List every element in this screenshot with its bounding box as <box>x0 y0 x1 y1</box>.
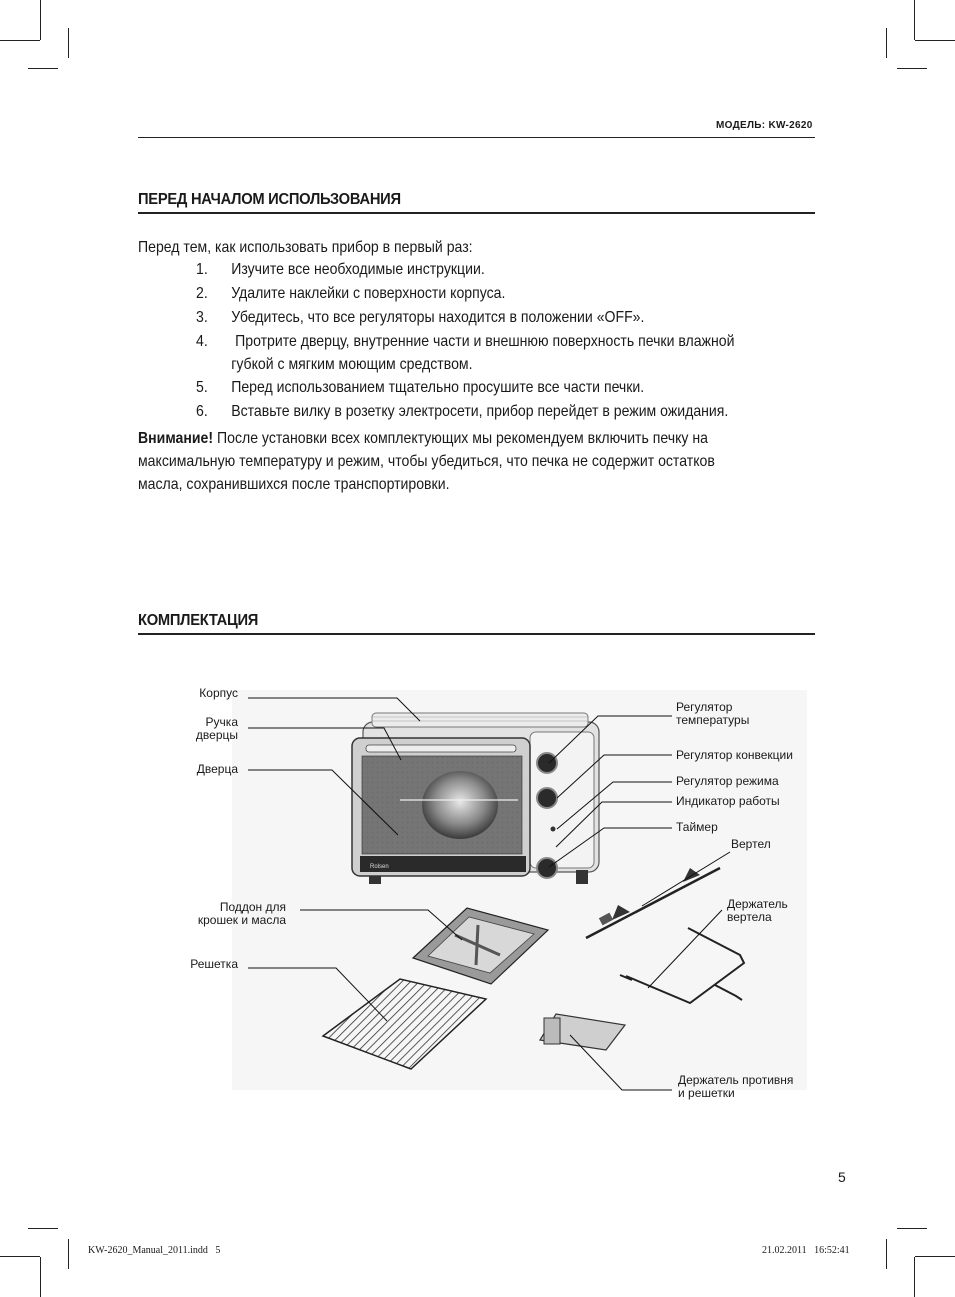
warning-text: масла, сохранившихся после транспортировки. <box>138 476 450 493</box>
label-line: Держатель противня <box>678 1073 794 1087</box>
label-crumb-tray <box>198 901 286 927</box>
label-body: Корпус <box>199 686 238 700</box>
step-text: Убедитесь, что все регуляторы находится в положении «OFF». <box>231 309 645 326</box>
footer-file: KW-2620_Manual_2011.indd 5 <box>88 1245 221 1256</box>
step-number: 1. <box>196 261 208 278</box>
step-text: Вставьте вилку в розетку электросети, прибор перейдет в режим ожидания. <box>231 403 729 420</box>
label-line: крошек и масла <box>197 913 286 927</box>
step-text: Перед использованием тщательно просушите все части печки. <box>231 379 645 396</box>
model-header: МОДЕЛЬ: KW-2620 <box>716 120 813 131</box>
step-text: Изучите все необходимые инструкции. <box>231 261 485 278</box>
label-line: вертела <box>727 910 772 924</box>
label-convection-regulator: Регулятор конвекции <box>676 748 793 762</box>
label-rack: Решетка <box>190 957 238 971</box>
warning-label: Внимание! <box>138 430 214 447</box>
label-line: Регулятор <box>676 700 733 714</box>
label-line: Ручка <box>205 715 238 729</box>
label-temp-regulator <box>676 701 749 727</box>
label-indicator: Индикатор работы <box>676 794 780 808</box>
label-timer: Таймер <box>676 820 718 834</box>
step-number: 4. <box>196 333 208 350</box>
label-spit: Вертел <box>731 837 771 851</box>
step-number: 6. <box>196 403 208 420</box>
section-title-before-use: ПЕРЕД НАЧАЛОМ ИСПОЛЬЗОВАНИЯ <box>138 191 401 208</box>
label-door-handle <box>196 716 238 742</box>
warning-text: максимальную температуру и режим, чтобы убедиться, что печка не содержит остатков <box>138 453 715 470</box>
label-line: Держатель <box>727 897 788 911</box>
label-door: Дверца <box>196 762 238 776</box>
label-spit-holder <box>727 898 788 924</box>
step-text: губкой с мягким моющим средством. <box>231 356 473 373</box>
label-mode-regulator: Регулятор режима <box>676 774 779 788</box>
footer-datetime: 21.02.2011 16:52:41 <box>762 1245 850 1256</box>
oven-brand: Rolsen <box>370 864 389 870</box>
step-text: Удалите наклейки с поверхности корпуса. <box>231 285 506 302</box>
label-line: Поддон для <box>219 900 286 914</box>
label-line: дверцы <box>195 728 238 742</box>
warning-text: После установки всех комплектующих мы рекомендуем включить печку на <box>213 430 708 447</box>
step-number: 2. <box>196 285 208 302</box>
page-number: 5 <box>838 1169 846 1185</box>
section-title-contents: КОМПЛЕКТАЦИЯ <box>138 612 259 629</box>
label-line: температуры <box>676 713 750 727</box>
step-text: Протрите дверцу, внутренние части и внешнюю поверхность печки влажной <box>231 333 735 350</box>
label-tray-holder <box>678 1074 793 1100</box>
step-number: 3. <box>196 309 208 326</box>
label-line: и решетки <box>678 1086 735 1100</box>
intro-text: Перед тем, как использовать прибор в первый раз: <box>138 239 473 256</box>
step-number: 5. <box>196 379 208 396</box>
